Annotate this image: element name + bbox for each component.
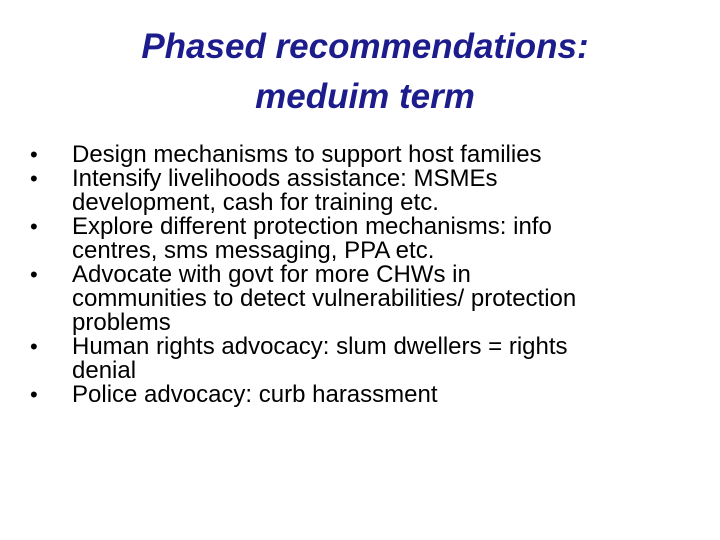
title-line: Phased recommendations: [141,27,589,66]
bullet-text: Police advocacy: curb harassment [72,381,438,408]
bullet-text: centres, sms messaging, PPA etc. [72,237,435,264]
bullet-item [30,167,690,215]
bullet-icon: • [30,166,38,191]
bullet-item [30,263,690,335]
bullet-text: communities to detect vulnerabilities/ protection [72,285,577,312]
bullet-icon: • [30,214,38,239]
bullet-text: development, cash for training etc. [72,189,439,216]
bullet-icon: • [30,382,38,407]
bullet-item [30,383,690,407]
bullet-icon: • [30,142,38,167]
bullet-item [30,335,690,383]
bullet-item [30,215,690,263]
bullet-text: Design mechanisms to support host families [72,141,542,168]
bullet-text: Human rights advocacy: slum dwellers = rights [72,333,568,360]
bullet-icon: • [30,262,38,287]
bullet-text: Explore different protection mechanisms: info [72,213,552,240]
bullet-icon: • [30,334,38,359]
title-line: meduim term [255,77,475,116]
bullet-text: problems [72,309,171,336]
bullet-text: denial [72,357,137,384]
bullet-text: Advocate with govt for more CHWs in [72,261,471,288]
bullet-text: Intensify livelihoods assistance: MSMEs [72,165,498,192]
bullet-list [30,143,690,407]
bullet-item [30,143,690,167]
slide-title [60,22,670,122]
